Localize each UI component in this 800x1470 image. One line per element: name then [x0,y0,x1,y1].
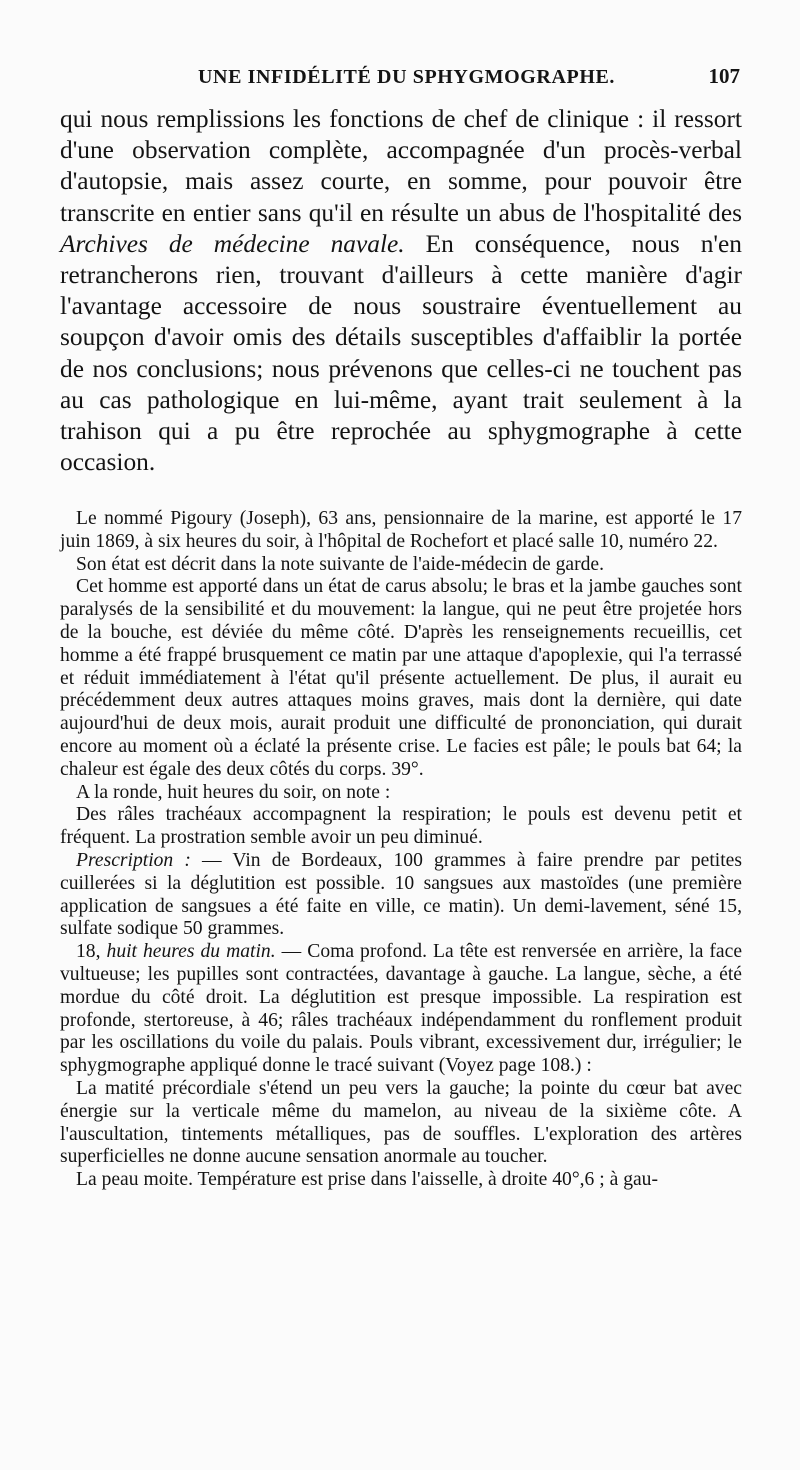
intro-paragraph [60,104,742,478]
day-18-time: huit heures du matin. [106,941,276,963]
day-18-findings: — Coma profond. La tête est renversée en arrière, la face vultueuse; les pupilles sont contractées, davantage à gauche. La langue, sèche, a été mordue du côté droit. La déglutition est presque impossible. La respiration est profonde, stertoreuse, à 46; râles trachéaux indépendamment du ronflement produit par les oscillations du voile du palais. Pouls vibrant, excessivement dur, irrégulier; le sphygmographe appliqué donne le tracé suivant (Voyez page 108.) : [60,941,743,1077]
page-header [60,62,742,96]
case-report [60,508,742,1192]
case-day-18 [60,941,742,1078]
running-title: UNE INFIDÉLITÉ DU SPHYGMOGRAPHE. [198,66,616,88]
journal-title: Archives de médecine navale. [60,229,405,258]
case-initial-state: Cet homme est apporté dans un état de carus absolu; le bras et la jambe gauches sont paralysés de la sensibilité et du mouvement: la langue, qui ne peut être projetée hors de la bouche, est déviée du même côté. D'après les renseignements recueillis, cet homme a été frappé brusquement ce matin par une attaque d'apoplexie, qui l'a terrassé et réduit immédiatement à l'état qu'il présente actuellement. De plus, il aurait eu précédemment deux autres attaques moins graves, mais dont la dernière, qui date aujourd'hui de deux mois, aurait produit une difficulté de prononciation, qui durait encore au moment où a éclaté la présente crise. Le facies est pâle; le pouls bat 64; la chaleur est égale des deux côtés du corps. 39°. [60,576,742,780]
case-prescription [60,850,742,941]
case-cardiac-exam: La matité précordiale s'étend un peu vers la gauche; la pointe du cœur bat avec énergie sur la verticale même du mamelon, au niveau de la sixième côte. A l'auscultation, tintements métalliques, pas de souffles. L'exploration des artères superficielles ne donne aucune sensation anormale au toucher. [60,1077,742,1168]
page-number: 107 [708,64,740,88]
case-admission: Le nommé Pigoury (Joseph), 63 ans, pensionnaire de la marine, est apporté le 17 juin 1869, à six heures du soir, à l'hôpital de Rochefort et placé salle 10, numéro 22. [60,508,742,552]
case-note-intro: Son état est décrit dans la note suivante de l'aide-médecin de garde. [76,553,605,575]
case-evening-round: A la ronde, huit heures du soir, on note : [76,781,391,803]
prescription-label: Prescription : [76,849,191,871]
intro-text-end: En conséquence, nous n'en retrancherons rien, trouvant d'ailleurs à cette manière d'agir l'avantage accessoire de nous soustraire éventuellement au soupçon d'avoir omis des détails susceptibles d'affaiblir la portée de nos conclusions; nous prévenons que celles-ci ne touchent pas au cas pathologique en lui-même, ayant trait seulement à la trahison qui a pu être reprochée au sphygmographe à cette occasion. [60,229,742,477]
case-temperature: La peau moite. Température est prise dans l'aisselle, à droite 40°,6 ; à gau- [76,1169,659,1191]
day-18-date: 18, [76,941,101,963]
prescription-text: — Vin de Bordeaux, 100 grammes à faire prendre par petites cuillerées si la déglutition est possible. 10 sangsues aux mastoïdes (une première application de sangsues a été faite en ville, ce matin). Un demi-lavement, séné 15, sulfate sodique 50 grammes. [60,849,742,940]
intro-text-start: qui nous remplissions les fonctions de chef de clinique : il ressort d'une observation complète, accompagnée d'un procès-verbal d'autopsie, mais assez courte, en somme, pour pouvoir être transcrite en entier sans qu'il en résulte un abus de l'hospitalité des [60,105,742,227]
case-evening-findings: Des râles trachéaux accompagnent la respiration; le pouls est devenu petit et fréquent. La prostration semble avoir un peu diminué. [60,804,742,849]
